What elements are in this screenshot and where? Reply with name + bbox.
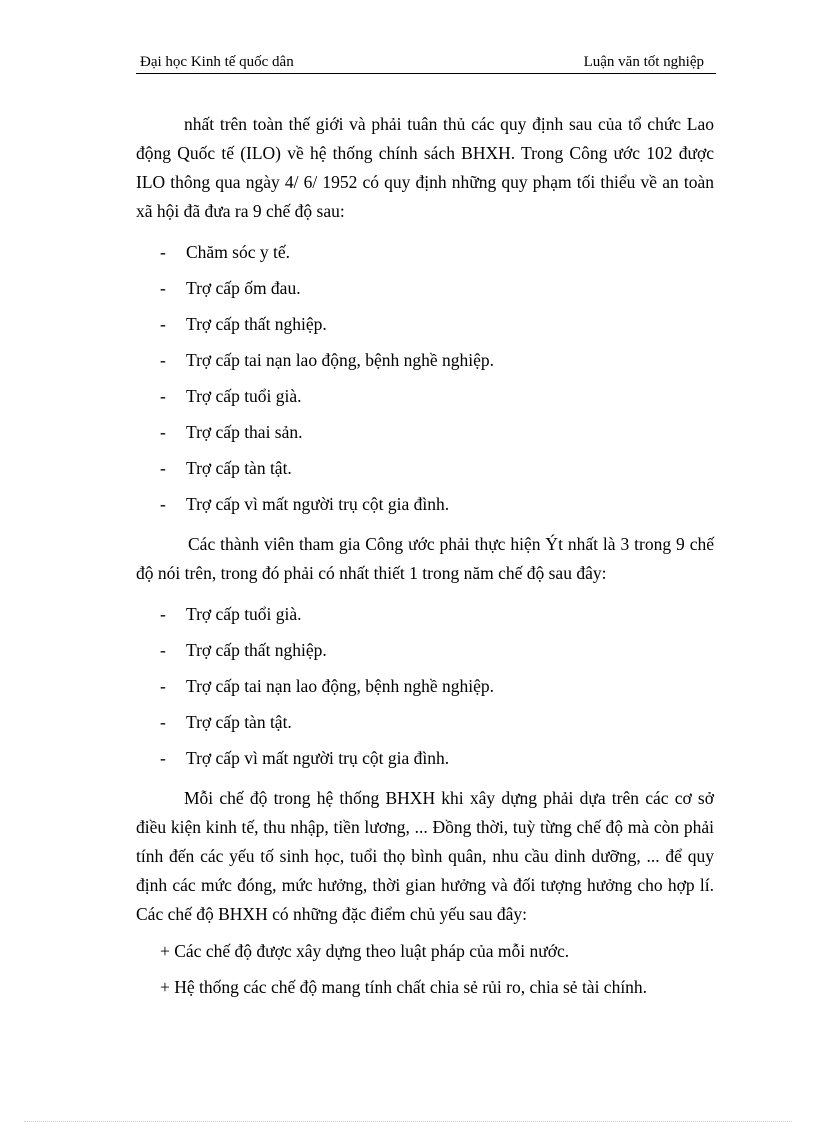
header-divider: [136, 73, 716, 74]
list-item-text: Trợ cấp vì mất người trụ cột gia đình.: [186, 748, 450, 768]
bullet-dash: -: [160, 314, 166, 334]
nine-regimes-list: [136, 234, 714, 522]
five-regimes-list: [136, 596, 714, 776]
feature-item: + Các chế độ được xây dựng theo luật pháp của mỗi nước.: [160, 941, 570, 961]
list-item-text: Trợ cấp tuổi già.: [186, 386, 302, 406]
list-item-text: Trợ cấp tuổi già.: [186, 604, 302, 624]
bullet-dash: -: [160, 458, 166, 478]
list-item-text: Trợ cấp ốm đau.: [186, 278, 301, 298]
list-item-text: Trợ cấp thất nghiệp.: [186, 640, 327, 660]
bullet-dash: -: [160, 494, 166, 514]
list-item-text: Trợ cấp thai sản.: [186, 422, 303, 442]
bullet-dash: -: [160, 278, 166, 298]
list-item: [136, 414, 714, 450]
list-item: [136, 486, 714, 522]
paragraph-regime-basis: Mỗi chế độ trong hệ thống BHXH khi xây dựng phải dựa trên các cơ sở điều kiện kinh tế, thu nhập, tiền lương, ... Đồng thời, tuỳ từng chế độ mà còn phải tính đến các yếu tố sinh học, tuổi thọ bình quân, nhu cầu dinh dưỡng, ... để quy định các mức đóng, mức hưởng, thời gian hưởng và đối tượng hưởng cho hợp lí. Các chế độ BHXH có những đặc điểm chủ yếu sau đây:: [136, 788, 714, 924]
bullet-dash: -: [160, 676, 166, 696]
list-item-text: Trợ cấp tàn tật.: [186, 458, 292, 478]
page-bottom-divider: [24, 1121, 792, 1122]
list-item-text: Trợ cấp tàn tật.: [186, 712, 292, 732]
paragraph-member-obligations: Các thành viên tham gia Công ước phải thực hiện Ýt nhất là 3 trong 9 chế độ nói trên, trong đó phải có nhất thiết 1 trong năm chế độ sau đây:: [136, 534, 714, 583]
list-item: [136, 668, 714, 704]
bullet-dash: -: [160, 748, 166, 768]
bullet-dash: -: [160, 242, 166, 262]
feature-item: + Hệ thống các chế độ mang tính chất chia sẻ rủi ro, chia sẻ tài chính.: [160, 977, 648, 997]
list-item: [136, 632, 714, 668]
bullet-dash: -: [160, 604, 166, 624]
list-item: [136, 596, 714, 632]
list-item-text: Trợ cấp tai nạn lao động, bệnh nghề nghiệp.: [186, 676, 494, 696]
list-item: [136, 342, 714, 378]
list-item-text: Trợ cấp thất nghiệp.: [186, 314, 327, 334]
list-item-text: Trợ cấp tai nạn lao động, bệnh nghề nghiệp.: [186, 350, 494, 370]
bullet-dash: -: [160, 386, 166, 406]
list-item: [136, 704, 714, 740]
bullet-dash: -: [160, 422, 166, 442]
paragraph-ilo-convention: nhất trên toàn thế giới và phải tuân thủ các quy định sau của tổ chức Lao động Quốc tế (ILO) về hệ thống chính sách BHXH. Trong Công ước 102 được ILO thông qua ngày 4/ 6/ 1952 có quy định những quy phạm tối thiểu về an toàn xã hội đã đưa ra 9 chế độ sau:: [136, 114, 714, 221]
list-item: [136, 270, 714, 306]
document-body: [136, 110, 714, 1005]
list-item-text: Chăm sóc y tế.: [186, 242, 291, 262]
bullet-dash: -: [160, 640, 166, 660]
list-item: [136, 450, 714, 486]
header-document-type: Luận văn tốt nghiệp: [583, 54, 704, 70]
list-item: [136, 378, 714, 414]
list-item: [136, 306, 714, 342]
bullet-dash: -: [160, 712, 166, 732]
header-university: Đại học Kinh tế quốc dân: [140, 54, 294, 70]
list-item-text: Trợ cấp vì mất người trụ cột gia đình.: [186, 494, 450, 514]
bullet-dash: -: [160, 350, 166, 370]
page-header: [136, 52, 716, 74]
list-item: [136, 234, 714, 270]
list-item: [136, 740, 714, 776]
